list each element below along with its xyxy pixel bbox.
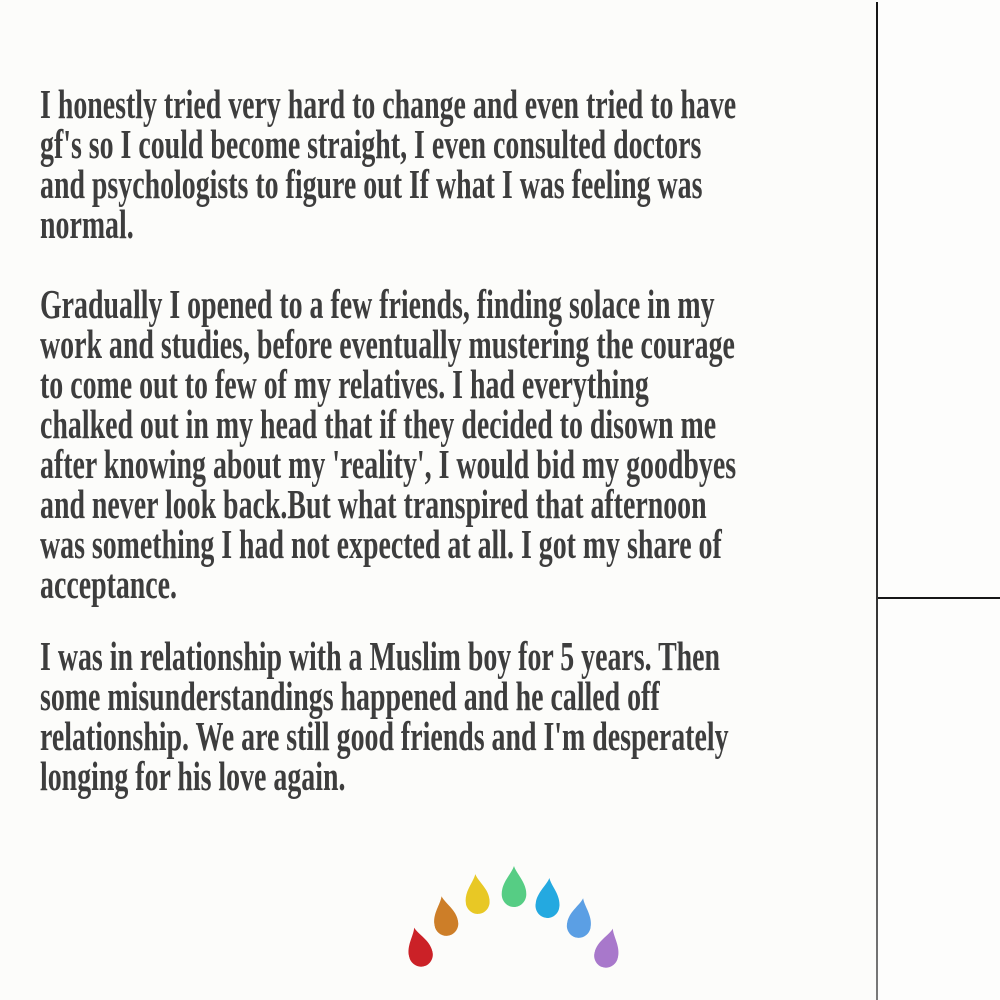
background-rule-line [878,597,1000,599]
story-line: longing for his love again. [40,753,346,799]
story-line: I honestly tried very hard to change and even tried to have [40,81,737,127]
story-line: chalked out in my head that if they decided to disown me [40,401,717,447]
story-line: to come out to few of my relatives. I had everything [40,361,649,407]
story-line: some misunderstandings happened and he called off [40,673,660,719]
story-line: was something I had not expected at all. I got my share of [40,521,722,567]
story-line: acceptance. [40,561,178,607]
story-line: normal. [40,201,134,247]
story-line: after knowing about my 'reality', I would bid my goodbyes [40,441,737,487]
story-line: and psychologists to figure out If what I was feeling was [40,161,703,207]
story-line: and never look back.But what transpired that afternoon [40,481,707,527]
story-line: gf's so I could become straight, I even consulted doctors [40,121,702,167]
story-line: work and studies, before eventually mustering the courage [40,321,735,367]
story-line: relationship. We are still good friends and I'm desperately [40,713,729,759]
story-text [40,81,737,799]
story-line: Gradually I opened to a few friends, finding solace in my [40,281,715,327]
story-line: I was in relationship with a Muslim boy for 5 years. Then [40,633,721,679]
card-edge-line [876,2,878,1000]
